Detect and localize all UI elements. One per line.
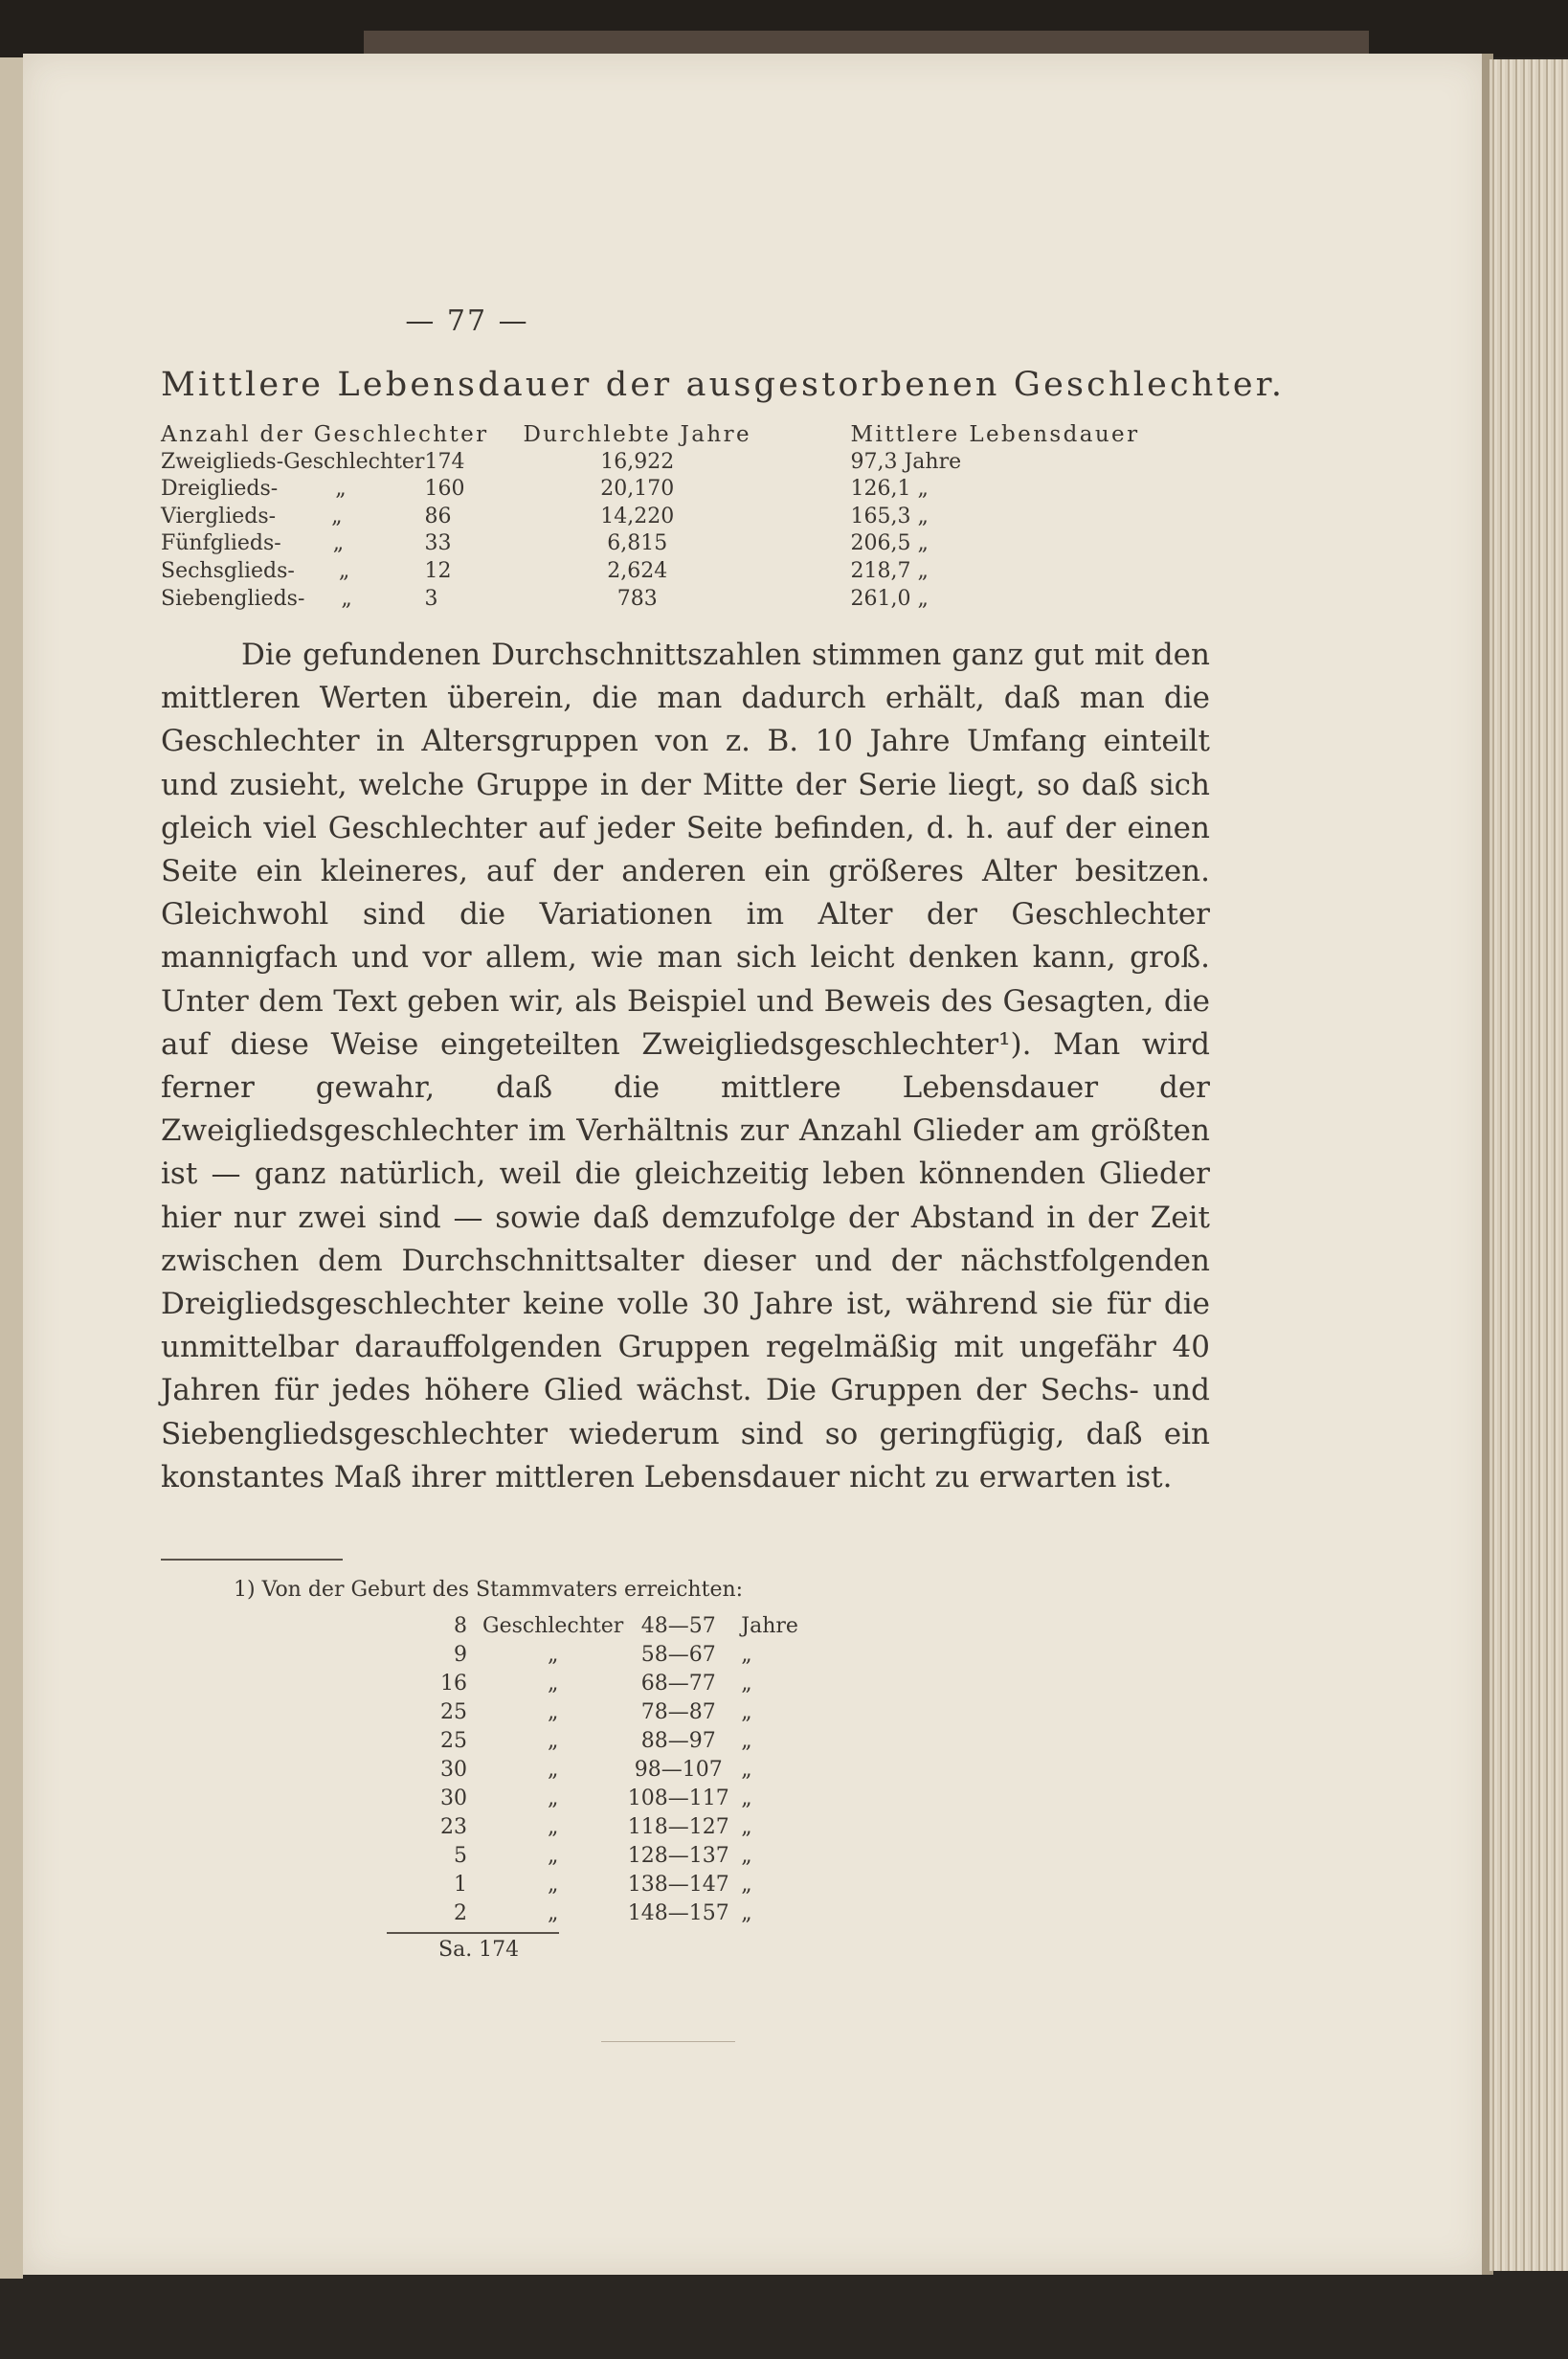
footnote-range: 88—97 xyxy=(640,1729,716,1753)
footnote-row xyxy=(386,1641,798,1670)
footnote-range: 48—57 xyxy=(640,1614,716,1638)
footnote-word: „ xyxy=(547,1815,559,1839)
footnote-count: 25 xyxy=(440,1729,467,1753)
footnote-count: 16 xyxy=(440,1672,467,1696)
footnote-range: 128—137 xyxy=(627,1844,729,1868)
row-years: 6,815 xyxy=(607,531,668,556)
footnote-unit: „ xyxy=(741,1901,752,1925)
row-count: 12 xyxy=(424,558,452,583)
footnote-word: Geschlechter xyxy=(482,1614,624,1638)
header-years: Durchlebte Jahre xyxy=(523,422,752,447)
row-type: Vierglieds- xyxy=(161,504,277,528)
book-top-edge xyxy=(364,31,1369,56)
row-type: Sechsglieds- xyxy=(161,558,295,583)
footnote-unit: „ xyxy=(741,1758,752,1782)
book-page xyxy=(23,54,1488,2275)
footnote-range: 78—87 xyxy=(640,1700,716,1724)
row-mean: 97,3 Jahre xyxy=(850,449,962,474)
footnote-count: 1 xyxy=(454,1873,467,1897)
footnote-row xyxy=(386,1727,798,1756)
lifespan-table xyxy=(161,421,1214,613)
row-count: 86 xyxy=(424,504,452,528)
book-binding xyxy=(0,57,23,2279)
footnote-heading: 1) Von der Geburt des Stammvaters erreichten: xyxy=(234,1578,744,1602)
row-count: 33 xyxy=(424,531,452,556)
footnote-count: 9 xyxy=(454,1643,467,1667)
footnote-count: 2 xyxy=(454,1901,467,1925)
footnote-row xyxy=(386,1785,798,1813)
table-row xyxy=(161,530,1214,558)
row-mean: 165,3 „ xyxy=(850,504,929,528)
footnote-unit: „ xyxy=(741,1844,752,1868)
footnote-count: 5 xyxy=(454,1844,467,1868)
row-years: 783 xyxy=(616,586,658,611)
table-row xyxy=(161,558,1214,586)
row-type: Siebenglieds- xyxy=(161,586,305,611)
row-mean: 206,5 „ xyxy=(850,531,929,556)
row-count: 160 xyxy=(424,477,465,502)
footnote-unit: „ xyxy=(741,1873,752,1897)
header-mean: Mittlere Lebensdauer xyxy=(850,422,1140,447)
table-row xyxy=(161,586,1214,614)
footnote-row xyxy=(386,1612,798,1641)
footnote-unit: Jahre xyxy=(741,1614,798,1638)
row-count: 174 xyxy=(424,449,465,474)
row-type: Dreiglieds- xyxy=(161,477,279,502)
row-type: Zweiglieds-Geschlechter xyxy=(161,449,425,474)
row-ditto: „ xyxy=(332,531,345,556)
footnote-word: „ xyxy=(547,1700,559,1724)
footnote-count: 30 xyxy=(440,1758,467,1782)
row-ditto: „ xyxy=(335,477,347,502)
footnote-range: 148—157 xyxy=(627,1901,729,1925)
footnote-separator xyxy=(161,1559,343,1561)
footnote-row xyxy=(386,1899,798,1928)
footnote-range: 58—67 xyxy=(640,1643,716,1667)
footnote-word: „ xyxy=(547,1844,559,1868)
footnote-word: „ xyxy=(547,1786,559,1810)
footnote-count: 25 xyxy=(440,1700,467,1724)
row-years: 14,220 xyxy=(600,504,675,528)
footnote-word: „ xyxy=(547,1758,559,1782)
footnote-row xyxy=(386,1813,798,1842)
row-years: 20,170 xyxy=(600,477,675,502)
row-type: Fünfglieds- xyxy=(161,531,281,556)
footnote-unit: „ xyxy=(741,1672,752,1696)
row-years: 16,922 xyxy=(600,449,675,474)
footnote-word: „ xyxy=(547,1729,559,1753)
footnote-sum: Sa. 174 xyxy=(438,1938,520,1962)
footnote-row xyxy=(386,1871,798,1899)
footnote-sum-rule xyxy=(387,1932,559,1934)
book-page-edges xyxy=(1490,59,1568,2271)
row-mean: 218,7 „ xyxy=(850,558,929,583)
footnote-row xyxy=(386,1756,798,1785)
footnote-range: 138—147 xyxy=(627,1873,729,1897)
page-number: — 77 — xyxy=(405,304,529,338)
footnote-row xyxy=(386,1842,798,1871)
row-ditto: „ xyxy=(331,504,343,528)
page-end-rule xyxy=(601,2041,735,2042)
table-row xyxy=(161,476,1214,504)
footnote-count: 30 xyxy=(440,1786,467,1810)
scan-background-top xyxy=(0,0,1568,57)
header-count: Anzahl der Geschlechter xyxy=(161,422,489,447)
footnote-count: 23 xyxy=(440,1815,467,1839)
row-years: 2,624 xyxy=(607,558,668,583)
footnote-word: „ xyxy=(547,1643,559,1667)
section-title: Mittlere Lebensdauer der ausgestorbenen Geschlechter. xyxy=(161,366,1286,404)
row-mean: 261,0 „ xyxy=(850,586,929,611)
table-row xyxy=(161,504,1214,531)
footnote-unit: „ xyxy=(741,1729,752,1753)
footnote-range: 108—117 xyxy=(627,1786,729,1810)
footnote-unit: „ xyxy=(741,1815,752,1839)
body-paragraph: Die gefundenen Durchschnittszahlen stimmen ganz gut mit den mittleren Werten überein, die man dadurch erhält, daß man die Geschlechter in Altersgruppen von z. B. 10 Jahre Umfang einteilt und zusieht, welche Gruppe in der Mitte der Serie liegt, so daß sich gleich viel Geschlechter auf jeder Seite befinden, d. h. auf der einen Seite ein kleineres, auf der anderen ein größeres Alter besitzen. Gleichwohl sind die Variationen im Alter der Geschlechter mannigfach und vor allem, wie man sich leicht denken kann, groß. Unter dem Text geben wir, als Beispiel und Beweis des Gesagten, die auf diese Weise eingeteilten Zweigliedsgeschlechter¹). Man wird ferner gewahr, daß die mittlere Lebensdauer der Zweigliedsgeschlechter im Verhältnis zur Anzahl Glieder am größten ist — ganz natürlich, weil die gleichzeitig leben könnenden Glieder hier nur zwei sind — sowie daß demzufolge der Abstand in der Zeit zwischen dem Durchschnittsalter dieser und der nächstfolgenden Dreigliedsgeschlechter keine volle 30 Jahre ist, während sie für die unmittelbar darauffolgenden Gruppen regelmäßig mit ungefähr 40 Jahren für jedes höhere Glied wächst. Die Gruppen der Sechs- und Siebengliedsgeschlechter wiederum sind so geringfügig, daß ein konstantes Maß ihrer mittleren Lebensdauer nicht zu erwarten ist. xyxy=(161,638,1210,1494)
footnote-word: „ xyxy=(547,1672,559,1696)
footnote-row xyxy=(386,1670,798,1698)
table-row xyxy=(161,449,1214,477)
row-ditto: „ xyxy=(338,558,350,583)
footnote-unit: „ xyxy=(741,1700,752,1724)
footnote-count: 8 xyxy=(454,1614,467,1638)
body-text xyxy=(161,634,1210,1499)
footnote-range: 118—127 xyxy=(627,1815,729,1839)
row-ditto: „ xyxy=(341,586,352,611)
footnote-unit: „ xyxy=(741,1786,752,1810)
footnote-word: „ xyxy=(547,1901,559,1925)
footnote-row xyxy=(386,1698,798,1727)
footnote-table xyxy=(386,1612,798,1928)
row-count: 3 xyxy=(424,586,438,611)
footnote-range: 98—107 xyxy=(634,1758,723,1782)
table-header-row xyxy=(161,421,1214,449)
footnote-unit: „ xyxy=(741,1643,752,1667)
footnote-range: 68—77 xyxy=(640,1672,716,1696)
footnote-word: „ xyxy=(547,1873,559,1897)
row-mean: 126,1 „ xyxy=(850,477,929,502)
